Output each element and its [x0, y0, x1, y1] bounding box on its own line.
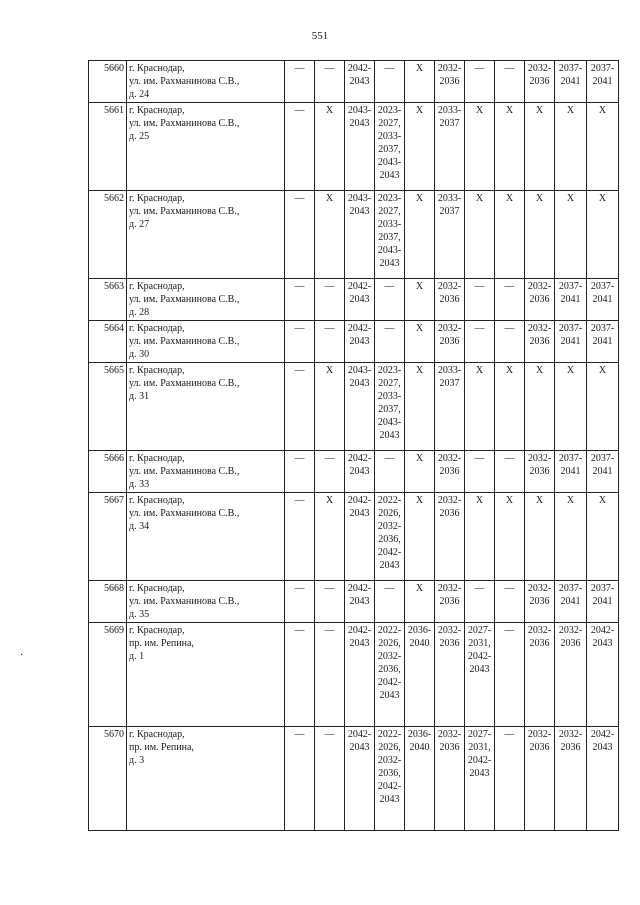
table-body [89, 61, 619, 831]
schedule-cell: 2032- 2036 [555, 727, 587, 831]
schedule-cell: 2037- 2041 [587, 451, 619, 493]
schedule-cell: 2023- 2027, 2033- 2037, 2043- 2043 [375, 103, 405, 191]
address-line: г. Краснодар, [129, 365, 185, 376]
table-row [89, 61, 619, 103]
schedule-cell: X [405, 279, 435, 321]
schedule-cell: X [555, 363, 587, 451]
table-row [89, 191, 619, 279]
address-cell [127, 451, 285, 493]
schedule-cell: 2032- 2036 [435, 61, 465, 103]
address-line: г. Краснодар, [129, 193, 185, 204]
table-row [89, 581, 619, 623]
row-number: 5670 [89, 727, 127, 831]
schedule-cell: X [405, 451, 435, 493]
schedule-cell: 2042- 2043 [587, 623, 619, 727]
schedule-cell: X [495, 103, 525, 191]
schedule-cell: X [525, 191, 555, 279]
schedule-cell: 2036- 2040 [405, 623, 435, 727]
schedule-cell: X [525, 363, 555, 451]
schedule-cell: 2042- 2043 [345, 279, 375, 321]
schedule-cell: — [315, 727, 345, 831]
address-cell [127, 321, 285, 363]
schedule-cell: 2043- 2043 [345, 103, 375, 191]
address-line: ул. им. Рахманинова С.В., [129, 336, 240, 347]
schedule-cell: 2022- 2026, 2032- 2036, 2042- 2043 [375, 727, 405, 831]
schedule-cell: X [555, 103, 587, 191]
schedule-cell: — [285, 279, 315, 321]
table-row [89, 493, 619, 581]
schedule-cell: 2027- 2031, 2042- 2043 [465, 623, 495, 727]
address-line: г. Краснодар, [129, 625, 185, 636]
schedule-cell: X [465, 493, 495, 581]
address-line: ул. им. Рахманинова С.В., [129, 294, 240, 305]
schedule-cell: — [315, 451, 345, 493]
schedule-cell: — [375, 321, 405, 363]
schedule-cell: — [285, 581, 315, 623]
schedule-cell: 2037- 2041 [587, 321, 619, 363]
schedule-cell: 2042- 2043 [345, 727, 375, 831]
address-line: г. Краснодар, [129, 453, 185, 464]
schedule-cell: 2032- 2036 [435, 493, 465, 581]
schedule-cell: X [405, 191, 435, 279]
schedule-cell: X [405, 581, 435, 623]
address-line: д. 24 [129, 89, 150, 100]
schedule-cell: — [375, 451, 405, 493]
schedule-cell: 2042- 2043 [345, 581, 375, 623]
schedule-cell: — [375, 581, 405, 623]
schedule-cell: — [465, 321, 495, 363]
schedule-cell: 2037- 2041 [555, 451, 587, 493]
schedule-cell: 2037- 2041 [587, 279, 619, 321]
row-number: 5665 [89, 363, 127, 451]
schedule-cell: X [587, 191, 619, 279]
schedule-cell: — [285, 321, 315, 363]
address-cell [127, 493, 285, 581]
schedule-cell: X [315, 103, 345, 191]
schedule-cell: X [555, 493, 587, 581]
row-number: 5666 [89, 451, 127, 493]
schedule-cell: 2042- 2043 [587, 727, 619, 831]
schedule-cell: — [285, 61, 315, 103]
schedule-cell: 2043- 2043 [345, 363, 375, 451]
schedule-cell: 2042- 2043 [345, 623, 375, 727]
address-line: д. 31 [129, 391, 150, 402]
page-number: 551 [311, 30, 329, 42]
schedule-cell: — [285, 451, 315, 493]
schedule-cell: X [555, 191, 587, 279]
schedule-cell: 2032- 2036 [435, 581, 465, 623]
schedule-cell: 2037- 2041 [587, 581, 619, 623]
schedule-cell: 2032- 2036 [435, 321, 465, 363]
row-number: 5667 [89, 493, 127, 581]
schedule-cell: 2033- 2037 [435, 191, 465, 279]
schedule-cell: 2032- 2036 [525, 727, 555, 831]
schedule-cell: X [315, 363, 345, 451]
schedule-cell: 2042- 2043 [345, 61, 375, 103]
schedule-cell: — [495, 727, 525, 831]
address-line: д. 3 [129, 755, 145, 766]
schedule-cell: — [375, 279, 405, 321]
schedule-cell: — [315, 61, 345, 103]
schedule-cell: X [495, 493, 525, 581]
schedule-cell: X [495, 363, 525, 451]
housing-registry-table [88, 60, 619, 831]
address-line: ул. им. Рахманинова С.В., [129, 206, 240, 217]
schedule-cell: 2032- 2036 [525, 279, 555, 321]
schedule-cell: X [495, 191, 525, 279]
schedule-cell: — [285, 727, 315, 831]
address-cell [127, 581, 285, 623]
schedule-cell: 2037- 2041 [555, 61, 587, 103]
schedule-cell: X [405, 363, 435, 451]
address-line: пр. им. Репина, [129, 638, 194, 649]
schedule-cell: X [405, 321, 435, 363]
schedule-cell: X [405, 493, 435, 581]
schedule-cell: X [587, 493, 619, 581]
address-cell [127, 103, 285, 191]
schedule-cell: X [405, 61, 435, 103]
row-number: 5669 [89, 623, 127, 727]
address-cell [127, 191, 285, 279]
schedule-cell: 2042- 2043 [345, 321, 375, 363]
schedule-cell: — [315, 279, 345, 321]
address-line: г. Краснодар, [129, 63, 185, 74]
schedule-cell: X [525, 493, 555, 581]
row-number: 5664 [89, 321, 127, 363]
schedule-cell: — [285, 103, 315, 191]
row-number: 5668 [89, 581, 127, 623]
schedule-cell: X [315, 493, 345, 581]
address-line: ул. им. Рахманинова С.В., [129, 118, 240, 129]
schedule-cell: — [495, 321, 525, 363]
address-line: ул. им. Рахманинова С.В., [129, 466, 240, 477]
schedule-cell: 2037- 2041 [555, 321, 587, 363]
table-row [89, 363, 619, 451]
address-cell [127, 363, 285, 451]
schedule-cell: 2042- 2043 [345, 451, 375, 493]
schedule-cell: 2032- 2036 [525, 451, 555, 493]
row-number: 5660 [89, 61, 127, 103]
schedule-cell: 2032- 2036 [555, 623, 587, 727]
schedule-cell: — [315, 581, 345, 623]
schedule-cell: 2032- 2036 [435, 623, 465, 727]
address-line: д. 25 [129, 131, 150, 142]
schedule-cell: X [465, 363, 495, 451]
address-cell [127, 279, 285, 321]
schedule-cell: — [495, 451, 525, 493]
schedule-cell: — [495, 61, 525, 103]
schedule-cell: 2043- 2043 [345, 191, 375, 279]
address-line: ул. им. Рахманинова С.В., [129, 596, 240, 607]
schedule-cell: 2027- 2031, 2042- 2043 [465, 727, 495, 831]
schedule-cell: 2032- 2036 [435, 279, 465, 321]
schedule-cell: 2037- 2041 [587, 61, 619, 103]
row-number: 5661 [89, 103, 127, 191]
table-row [89, 451, 619, 493]
scan-speck: · [20, 650, 24, 661]
address-cell [127, 61, 285, 103]
schedule-cell: X [525, 103, 555, 191]
schedule-cell: X [315, 191, 345, 279]
table-row [89, 727, 619, 831]
schedule-cell: — [495, 581, 525, 623]
address-line: г. Краснодар, [129, 323, 185, 334]
address-line: д. 27 [129, 219, 150, 230]
table-row [89, 103, 619, 191]
schedule-cell: 2032- 2036 [525, 623, 555, 727]
address-line: г. Краснодар, [129, 281, 185, 292]
schedule-cell: X [405, 103, 435, 191]
schedule-cell: 2032- 2036 [525, 321, 555, 363]
table-row [89, 321, 619, 363]
address-line: д. 35 [129, 609, 150, 620]
schedule-cell: 2032- 2036 [435, 451, 465, 493]
table-row [89, 279, 619, 321]
address-cell [127, 623, 285, 727]
schedule-cell: — [315, 623, 345, 727]
address-line: пр. им. Репина, [129, 742, 194, 753]
address-line: г. Краснодар, [129, 729, 185, 740]
schedule-cell: — [285, 191, 315, 279]
address-line: д. 1 [129, 651, 145, 662]
address-line: г. Краснодар, [129, 495, 185, 506]
schedule-cell: 2023- 2027, 2033- 2037, 2043- 2043 [375, 191, 405, 279]
schedule-cell: — [375, 61, 405, 103]
schedule-cell: — [495, 279, 525, 321]
schedule-cell: 2022- 2026, 2032- 2036, 2042- 2043 [375, 623, 405, 727]
schedule-cell: — [465, 279, 495, 321]
schedule-cell: 2032- 2036 [435, 727, 465, 831]
address-line: г. Краснодар, [129, 105, 185, 116]
schedule-cell: 2033- 2037 [435, 363, 465, 451]
schedule-cell: 2033- 2037 [435, 103, 465, 191]
table-row [89, 623, 619, 727]
address-line: ул. им. Рахманинова С.В., [129, 76, 240, 87]
schedule-cell: 2036- 2040 [405, 727, 435, 831]
schedule-cell: 2032- 2036 [525, 581, 555, 623]
schedule-cell: 2037- 2041 [555, 279, 587, 321]
address-line: г. Краснодар, [129, 583, 185, 594]
schedule-cell: — [465, 61, 495, 103]
address-line: д. 28 [129, 307, 150, 318]
address-line: д. 30 [129, 349, 150, 360]
schedule-cell: 2042- 2043 [345, 493, 375, 581]
schedule-cell: — [315, 321, 345, 363]
schedule-cell: — [465, 581, 495, 623]
schedule-cell: X [587, 103, 619, 191]
schedule-cell: — [495, 623, 525, 727]
schedule-cell: 2022- 2026, 2032- 2036, 2042- 2043 [375, 493, 405, 581]
address-line: ул. им. Рахманинова С.В., [129, 508, 240, 519]
address-line: ул. им. Рахманинова С.В., [129, 378, 240, 389]
schedule-cell: X [465, 103, 495, 191]
schedule-cell: 2023- 2027, 2033- 2037, 2043- 2043 [375, 363, 405, 451]
row-number: 5662 [89, 191, 127, 279]
address-cell [127, 727, 285, 831]
schedule-cell: X [465, 191, 495, 279]
schedule-cell: — [465, 451, 495, 493]
row-number: 5663 [89, 279, 127, 321]
address-line: д. 33 [129, 479, 150, 490]
schedule-cell: — [285, 623, 315, 727]
schedule-cell: X [587, 363, 619, 451]
schedule-cell: 2032- 2036 [525, 61, 555, 103]
schedule-cell: — [285, 493, 315, 581]
schedule-cell: 2037- 2041 [555, 581, 587, 623]
schedule-cell: — [285, 363, 315, 451]
address-line: д. 34 [129, 521, 150, 532]
